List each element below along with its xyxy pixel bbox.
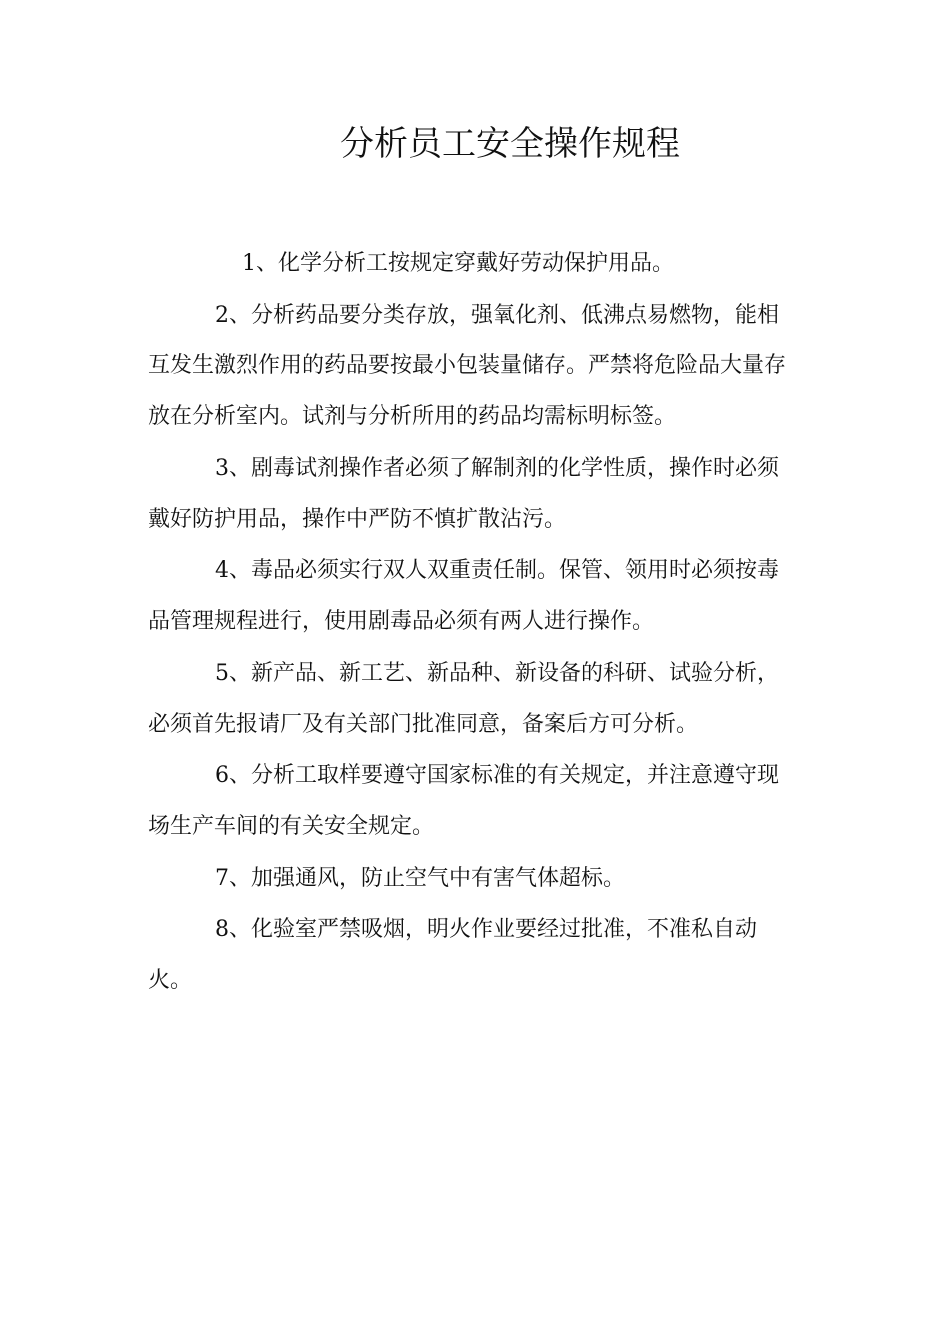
rule-3-line-1: 3、剧毒试剂操作者必须了解制剂的化学性质，操作时必须 (215, 456, 779, 481)
rule-5-line-1: 5、新产品、新工艺、新品种、新设备的科研、试验分析， (215, 661, 779, 686)
rule-6-line-2: 场生产车间的有关安全规定。 (148, 814, 435, 839)
rule-1-line-1: 1、化学分析工按规定穿戴好劳动保护用品。 (242, 251, 674, 276)
rule-2-line-2: 互发生激烈作用的药品要按最小包装量储存。严禁将危险品大量存 (148, 353, 787, 378)
document-title: 分析员工安全操作规程 (340, 124, 680, 164)
rule-4-line-1: 4、毒品必须实行双人双重责任制。保管、领用时必须按毒 (215, 558, 779, 583)
rule-8-line-1: 8、化验室严禁吸烟，明火作业要经过批准，不准私自动 (215, 917, 757, 942)
rule-3-line-2: 戴好防护用品，操作中严防不慎扩散沾污。 (148, 507, 567, 532)
rule-4-line-2: 品管理规程进行，使用剧毒品必须有两人进行操作。 (148, 609, 655, 634)
rule-2-line-3: 放在分析室内。试剂与分析所用的药品均需标明标签。 (148, 404, 677, 429)
rule-2-line-1: 2、分析药品要分类存放，强氧化剂、低沸点易燃物，能相 (215, 303, 779, 328)
rule-7-line-1: 7、加强通风，防止空气中有害气体超标。 (215, 866, 625, 891)
rule-5-line-2: 必须首先报请厂及有关部门批准同意，备案后方可分析。 (148, 712, 699, 737)
rule-8-line-2: 火。 (148, 968, 193, 993)
rule-6-line-1: 6、分析工取样要遵守国家标准的有关规定，并注意遵守现 (215, 763, 779, 788)
